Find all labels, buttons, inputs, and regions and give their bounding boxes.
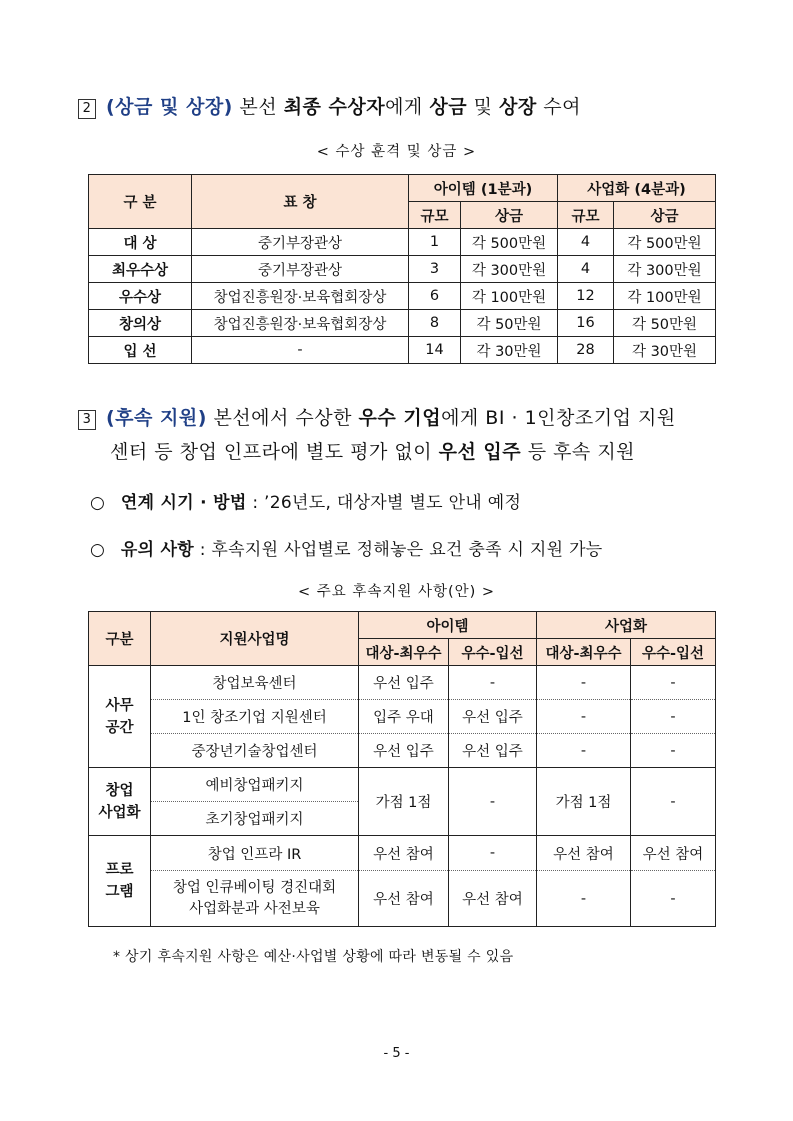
header-sub: 우수-입선: [449, 639, 537, 666]
item-count-cell: 3: [409, 256, 461, 283]
support-cell: 가점 1점: [359, 768, 449, 836]
item-prize-cell: 각 300만원: [461, 256, 558, 283]
biz-prize-cell: 각 30만원: [614, 337, 716, 364]
group-label-program: 프로 그램: [89, 836, 151, 927]
support-cell: 우선 입주: [359, 734, 449, 768]
header-prize: 상금: [614, 202, 716, 229]
rank-cell: 우수상: [89, 283, 192, 310]
bullet-label: 유의 사항: [120, 540, 194, 560]
program-name-cell: 창업 인큐베이팅 경진대회 사업화분과 사전보육: [151, 871, 359, 927]
header-biz: 사업화 (4분과): [558, 175, 716, 202]
biz-prize-cell: 각 100만원: [614, 283, 716, 310]
program-name-cell: 예비창업패키지: [151, 768, 359, 802]
header-scale: 규모: [558, 202, 614, 229]
program-name-cell: 창업 인프라 IR: [151, 836, 359, 871]
page-number: - 5 -: [383, 1046, 410, 1061]
group-label-space: 사무 공간: [89, 666, 151, 768]
group-label-biz: 창업 사업화: [89, 768, 151, 836]
biz-count-cell: 16: [558, 310, 614, 337]
heading-text: 본선: [239, 96, 278, 118]
support-cell: 우선 입주: [449, 700, 537, 734]
award-table: [88, 174, 716, 364]
biz-count-cell: 4: [558, 229, 614, 256]
section-number-box: 2: [78, 99, 96, 119]
biz-count-cell: 12: [558, 283, 614, 310]
biz-count-cell: 4: [558, 256, 614, 283]
header-sub: 대상-최우수: [359, 639, 449, 666]
heading-emphasis: 최종 수상자: [283, 96, 386, 118]
header-program: 지원사업명: [151, 612, 359, 666]
item-prize-cell: 각 100만원: [461, 283, 558, 310]
heading-text: 에게: [385, 96, 423, 118]
header-sub: 우수-입선: [631, 639, 716, 666]
support-cell: 우선 참여: [537, 836, 631, 871]
table-row: [89, 310, 716, 337]
table-row: [89, 836, 716, 871]
item-count-cell: 8: [409, 310, 461, 337]
support-cell: -: [537, 734, 631, 768]
section-2-heading: [78, 92, 581, 119]
heading-emphasis: 우선 입주: [438, 441, 522, 463]
header-scale: 규모: [409, 202, 461, 229]
item-prize-cell: 각 50만원: [461, 310, 558, 337]
biz-prize-cell: 각 500만원: [614, 229, 716, 256]
program-name-cell: 창업보육센터: [151, 666, 359, 700]
award-cell: -: [192, 337, 409, 364]
header-award: 표 창: [192, 175, 409, 229]
table-row: [89, 229, 716, 256]
rank-cell: 입 선: [89, 337, 192, 364]
support-cell: -: [449, 768, 537, 836]
section-3-heading: [78, 403, 676, 430]
heading-text: 본선에서 수상한: [213, 407, 352, 429]
heading-text: 등 후속 지원: [527, 441, 636, 463]
support-cell: 우선 참여: [359, 836, 449, 871]
bullet-item: [90, 535, 603, 560]
table-row: [89, 283, 716, 310]
support-cell: 입주 우대: [359, 700, 449, 734]
header-category: 구분: [89, 612, 151, 666]
support-cell: -: [537, 666, 631, 700]
award-cell: 창업진흥원장·보육협회장상: [192, 310, 409, 337]
support-cell: -: [631, 871, 716, 927]
table-row: [89, 734, 716, 768]
support-cell: -: [631, 768, 716, 836]
heading-emphasis: 우수 기업: [358, 407, 442, 429]
heading-text: 수여: [543, 96, 581, 118]
footnote: * 상기 후속지원 사항은 예산·사업별 상황에 따라 변동될 수 있음: [113, 949, 514, 965]
section-3-heading-line2: [110, 437, 635, 464]
program-name-cell: 중장년기술창업센터: [151, 734, 359, 768]
header-sub: 대상-최우수: [537, 639, 631, 666]
support-cell: -: [449, 836, 537, 871]
table-row: [89, 700, 716, 734]
bullet-text: : 후속지원 사업별로 정해놓은 요건 충족 시 지원 가능: [199, 540, 603, 560]
award-cell: 중기부장관상: [192, 256, 409, 283]
circle-bullet-icon: ○: [90, 540, 106, 560]
section-number-box: 3: [78, 410, 96, 430]
support-cell: -: [537, 871, 631, 927]
rank-cell: 창의상: [89, 310, 192, 337]
award-cell: 창업진흥원장·보육협회장상: [192, 283, 409, 310]
item-prize-cell: 각 30만원: [461, 337, 558, 364]
header-item: 아이템: [359, 612, 537, 639]
biz-prize-cell: 각 300만원: [614, 256, 716, 283]
item-prize-cell: 각 500만원: [461, 229, 558, 256]
header-item: 아이템 (1분과): [409, 175, 558, 202]
biz-prize-cell: 각 50만원: [614, 310, 716, 337]
follow-up-support-table: [88, 611, 716, 927]
table-row: [89, 871, 716, 927]
biz-count-cell: 28: [558, 337, 614, 364]
heading-text: 센터 등 창업 인프라에 별도 평가 없이: [110, 441, 433, 463]
support-cell: 우선 참여: [449, 871, 537, 927]
support-cell: -: [631, 666, 716, 700]
program-name-cell: 초기창업패키지: [151, 802, 359, 836]
table-row: [89, 337, 716, 364]
bullet-label: 연계 시기 · 방법: [120, 493, 247, 513]
heading-text: 및: [473, 96, 493, 118]
section-title: (후속 지원): [106, 407, 207, 429]
support-cell: 우선 입주: [359, 666, 449, 700]
support-cell: 우선 참여: [631, 836, 716, 871]
rank-cell: 최우수상: [89, 256, 192, 283]
circle-bullet-icon: ○: [90, 493, 106, 513]
support-cell: -: [631, 734, 716, 768]
rank-cell: 대 상: [89, 229, 192, 256]
header-biz: 사업화: [537, 612, 716, 639]
support-cell: -: [537, 700, 631, 734]
program-name-cell: 1인 창조기업 지원센터: [151, 700, 359, 734]
table-row: [89, 666, 716, 700]
table-row: [89, 768, 716, 802]
table2-caption: < 주요 후속지원 사항(안) >: [297, 584, 496, 600]
bullet-item: [90, 488, 521, 513]
support-cell: 우선 참여: [359, 871, 449, 927]
header-category: 구 분: [89, 175, 192, 229]
table1-caption: < 수상 훈격 및 상금 >: [316, 144, 477, 160]
heading-emphasis: 상금: [429, 96, 468, 118]
table-row: [89, 256, 716, 283]
section-title: (상금 및 상장): [106, 96, 233, 118]
item-count-cell: 1: [409, 229, 461, 256]
support-cell: 우선 입주: [449, 734, 537, 768]
item-count-cell: 6: [409, 283, 461, 310]
support-cell: -: [631, 700, 716, 734]
support-cell: 가점 1점: [537, 768, 631, 836]
header-prize: 상금: [461, 202, 558, 229]
support-cell: -: [449, 666, 537, 700]
bullet-text: : ’26년도, 대상자별 별도 안내 예정: [252, 493, 522, 513]
heading-text: 에게 BI · 1인창조기업 지원: [441, 407, 676, 429]
award-cell: 중기부장관상: [192, 229, 409, 256]
heading-emphasis: 상장: [499, 96, 537, 118]
item-count-cell: 14: [409, 337, 461, 364]
